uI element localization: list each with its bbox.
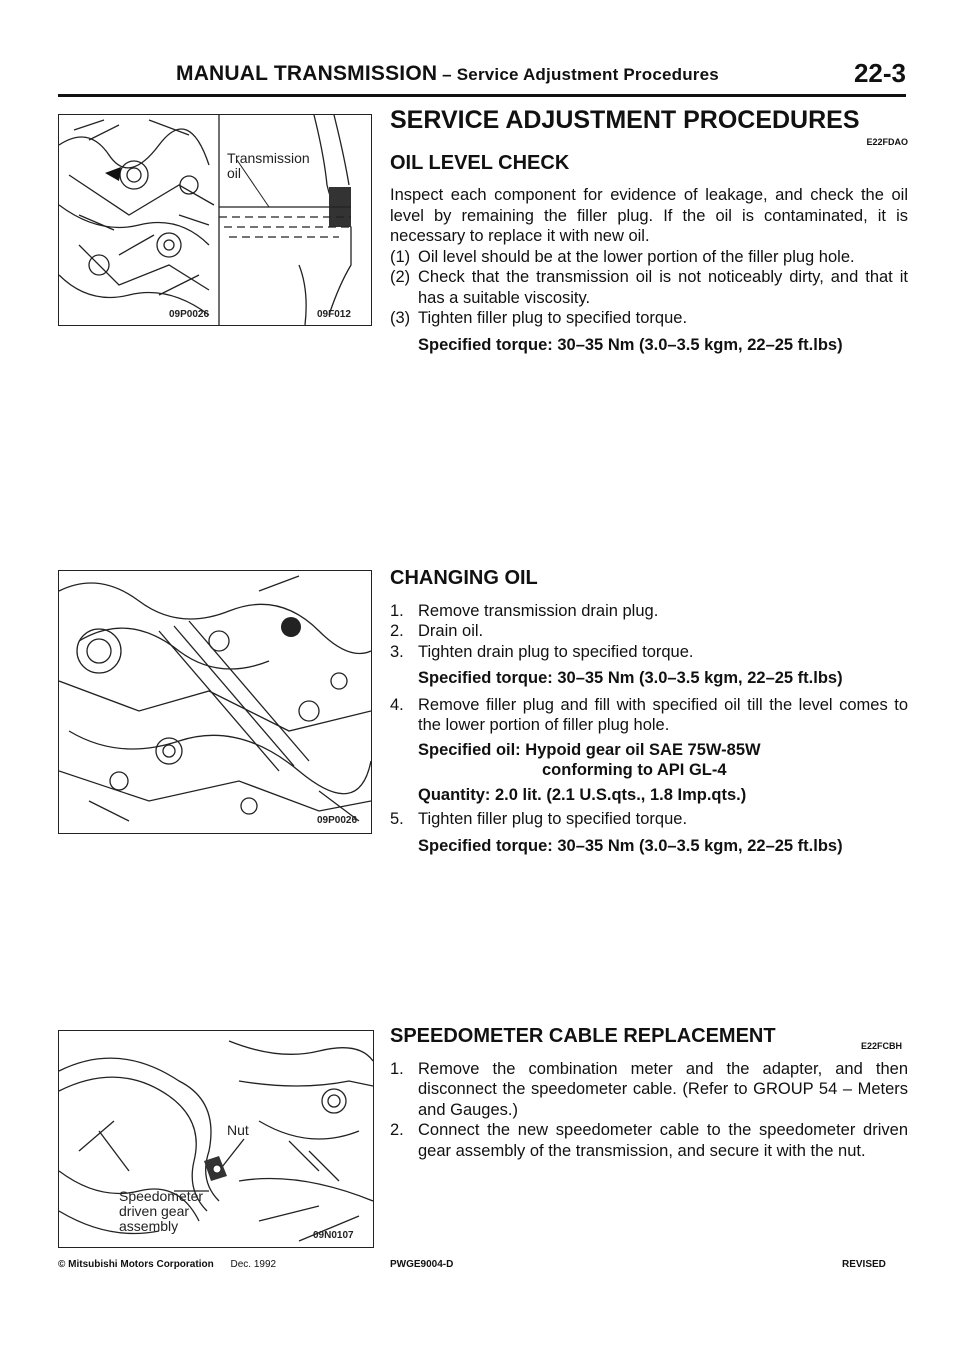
header-subtitle: Service Adjustment Procedures [456, 65, 719, 84]
item-number: 5. [390, 810, 404, 828]
item-text: Drain oil. [418, 622, 484, 640]
item-text: Remove filler plug and fill with specified oil till the level comes to the lower portion of filler plug hole. [418, 695, 908, 734]
oil-level-illustration [59, 115, 371, 325]
specified-oil [390, 740, 908, 781]
speedo-label-line1: Speedometer [119, 1188, 204, 1204]
speedo-label-line3: assembly [119, 1218, 179, 1234]
drain-plug-illustration [59, 571, 371, 833]
item-number: 1. [390, 1059, 404, 1078]
page-header [58, 58, 906, 98]
nut-label: Nut [227, 1122, 249, 1138]
changing-torque-spec-2: Specified torque: 30–35 Nm (3.0–3.5 kgm, 22–25 ft.lbs) [418, 836, 843, 855]
changing-oil-heading: CHANGING OIL [390, 567, 538, 589]
item-text: Tighten filler plug to specified torque. [418, 810, 688, 828]
item-text: Tighten filler plug to specified torque. [418, 309, 688, 327]
oil-level-torque-spec: Specified torque: 30–35 Nm (3.0–3.5 kgm, 22–25 ft.lbs) [418, 335, 843, 354]
section-title-text: SERVICE ADJUSTMENT PROCEDURES [390, 106, 860, 134]
item-number: (1) [390, 247, 411, 266]
item-number: (3) [390, 309, 411, 327]
oil-level-item-3 [390, 308, 908, 329]
item-number: 2. [390, 1121, 404, 1139]
transmission-oil-label [227, 151, 310, 181]
footer-doc-code: PWGE9004-D [390, 1259, 454, 1270]
item-text: Oil level should be at the lower portion of the filler plug hole. [418, 247, 855, 266]
changing-item-3 [390, 642, 908, 663]
header-rule [58, 94, 906, 97]
figure-code: 09P0026 [317, 815, 358, 826]
item-number: 3. [390, 642, 404, 661]
item-text: Connect the new speedometer cable to the speedometer driven gear assembly of the transmission, and secure it with the nut. [418, 1121, 908, 1160]
speedometer-section [390, 1026, 908, 1161]
changing-item-1 [390, 601, 908, 622]
section-title [390, 106, 908, 147]
header-title [176, 62, 719, 86]
changing-item-2 [390, 621, 908, 642]
changing-oil-section [390, 568, 908, 862]
transmission-label-line1: Transmission [227, 150, 310, 166]
speedometer-gear-label [119, 1189, 203, 1234]
oil-level-item-1 [390, 247, 908, 268]
speedo-label-line2: driven gear [119, 1203, 190, 1219]
page-number: 22-3 [853, 58, 906, 88]
footer-date: Dec. 1992 [230, 1259, 277, 1270]
oil-level-intro: Inspect each component for evidence of leakage, and check the oil level by remaining the filler plug. If the oil is contaminated, it is necessary to replace it with new oil. [390, 186, 908, 245]
speedometer-illustration [59, 1031, 373, 1247]
item-number: 4. [390, 695, 404, 714]
changing-torque-spec-1: Specified torque: 30–35 Nm (3.0–3.5 kgm, 22–25 ft.lbs) [418, 669, 843, 687]
figure-code: 09N0107 [313, 1230, 354, 1241]
item-number: 2. [390, 622, 404, 640]
specified-oil-line2: conforming to API GL-4 [542, 761, 727, 779]
header-manual-title: MANUAL TRANSMISSION [176, 62, 438, 85]
item-text: Remove the combination meter and the adapter, and then disconnect the speedometer cable. (Refer to GROUP 54 – Meters and Gauges.) [418, 1059, 908, 1119]
copyright-text: © Mitsubishi Motors Corporation [58, 1259, 214, 1270]
section-code: E22FDAO [866, 137, 908, 147]
figure-speedometer [58, 1030, 374, 1248]
oil-quantity: Quantity: 2.0 lit. (2.1 U.S.qts., 1.8 Imp.qts.) [418, 785, 747, 804]
changing-item-4 [390, 695, 908, 736]
item-text: Remove transmission drain plug. [418, 601, 659, 620]
figure-code-left: 09P0026 [169, 309, 210, 320]
footer-status: REVISED [842, 1259, 886, 1270]
speedometer-heading-text: SPEEDOMETER CABLE REPLACEMENT [390, 1025, 776, 1047]
header-dash: – [437, 65, 457, 84]
speedometer-item-1 [390, 1059, 908, 1121]
figure-code-right: 09F012 [317, 309, 351, 320]
oil-level-heading: OIL LEVEL CHECK [390, 151, 570, 174]
item-text: Tighten drain plug to specified torque. [418, 642, 694, 661]
oil-level-item-2 [390, 267, 908, 308]
figure-drain-plug [58, 570, 372, 834]
item-text: Check that the transmission oil is not noticeably dirty, and that it has a suitable viscosity. [418, 268, 908, 307]
speedometer-code: E22FCBH [860, 1041, 902, 1051]
item-number: (2) [390, 268, 411, 286]
speedometer-item-2 [390, 1120, 908, 1161]
changing-item-5 [390, 809, 908, 830]
specified-oil-line1: Hypoid gear oil SAE 75W-85W [525, 740, 761, 759]
item-number: 1. [390, 601, 404, 620]
specified-oil-label: Specified oil: [418, 740, 526, 759]
footer-copyright [58, 1259, 276, 1270]
figure-oil-level [58, 114, 372, 326]
speedometer-heading [390, 1025, 908, 1051]
oil-level-section [390, 106, 908, 361]
transmission-label-line2: oil [227, 165, 242, 181]
